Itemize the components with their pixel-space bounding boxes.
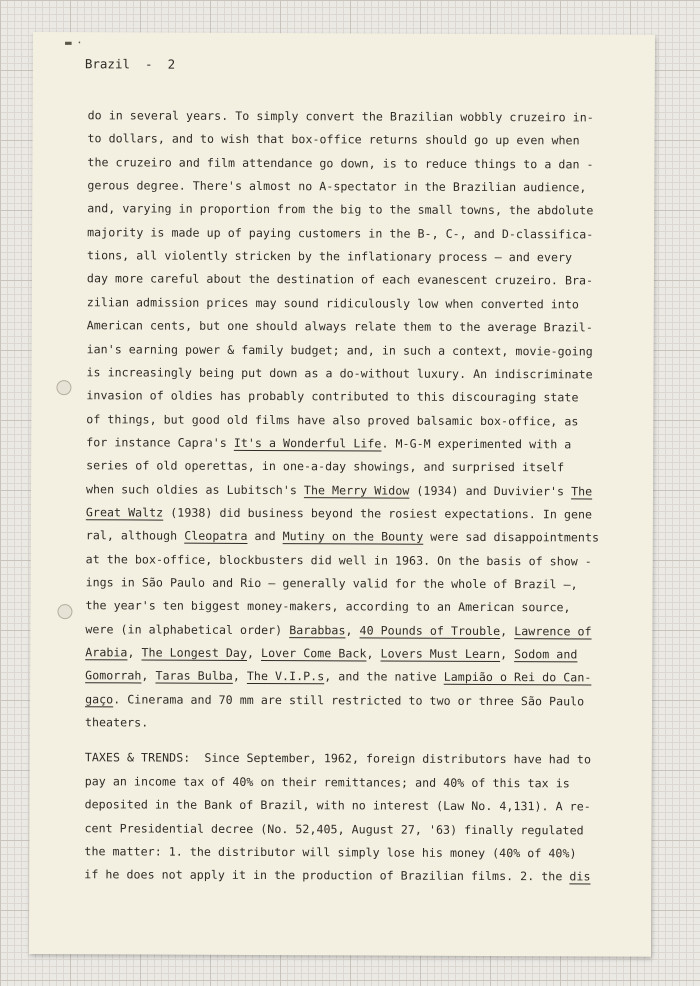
text-run: cent Presidential decree (No. 52,405, August 27, '63) finally regulated [84,820,584,837]
text-line [86,575,578,591]
underlined-title: Taras Bulba [155,668,233,684]
text-line [87,295,579,311]
text-line [85,774,570,790]
text-line [84,844,576,860]
punch-hole [56,380,71,395]
text-run: American cents, but one should always relate them to the average Brazil- [86,318,593,335]
underlined-title: Lampião o Rei do Can- [443,670,592,685]
text-line [85,645,577,661]
underlined-title: The Merry Widow [303,482,410,498]
underlined-title: Lawrence of [514,623,592,639]
text-run: . M-G-M experimented with a [381,436,572,452]
text-run: , [141,668,156,683]
underlined-title: Gomorrah [85,668,142,683]
text-line [86,458,564,474]
text-line [86,529,599,545]
text-run: if he does not apply it in the production of Brazilian films. 2. the [84,867,570,884]
text-run: majority is made up of paying customers in the B-, C-, and D-classifica- [87,224,594,242]
text-run: when such oldies as Lubitsch's [85,481,304,497]
text-line [84,867,590,883]
text-run: invasion of oldies has probably contributed to this discouraging state [86,388,579,405]
text-run: for instance Capra's [86,435,234,450]
underlined-title: Lovers Must Learn [380,646,501,662]
text-line [87,248,572,264]
text-run: pay an income tax of 40% on their remittances; and 40% of this tax is [84,774,570,791]
text-line [85,797,591,813]
text-line [85,599,570,615]
text-run: the matter: 1. the distributor will simply lose his money (40% of 40%) [84,844,577,861]
text-run: day more careful about the destination of each evanescent cruzeiro. Bra- [86,271,594,288]
text-run: theaters. [84,715,149,730]
text-line [86,552,592,568]
text-line [88,108,594,124]
text-run: to dollars, and to wish that box-office returns should go up even when [87,131,580,148]
text-run: were (in alphabetical order) [85,621,290,637]
text-run: do in several years. To simply convert the Brazilian wobbly cruzeiro in- [87,108,594,125]
underlined-title: The Longest Day [141,645,248,660]
text-run: , [500,623,515,638]
text-run: (1934) and Duvivier's [409,483,572,498]
text-run: gerous degree. There's almost no A-spectator in the Brazilian audience, [87,178,587,195]
text-run: of things, but good old films have also proved balsamic box-office, as [86,411,579,428]
underlined-title: Mutiny on the Bounty [282,529,424,545]
text-line [86,388,578,404]
text-line [86,365,592,381]
text-line [85,715,148,729]
text-run: , [345,623,360,638]
text-line [85,622,591,638]
text-run: TAXES & TRENDS: Since September, 1962, foreign distributors have had to [84,750,592,767]
text-run: , [366,646,381,661]
text-run: tions, all violently stricken by the inflationary process — and every [86,248,573,265]
underlined-title: gaço [85,691,114,707]
text-line [85,692,584,708]
text-run: , and the native [324,669,444,685]
text-line [87,155,593,171]
underlined-title: Lover Come Back [261,646,367,661]
text-run: ian's earning power & family budget; and, in such a context, movie-going [86,341,593,358]
text-line [87,225,593,241]
underlined-title: Great Waltz [85,505,164,520]
text-run: the cruzeiro and film attendance go down, is to reduce things to a dan - [87,154,594,172]
text-line [86,412,578,428]
text-run: , [232,669,247,684]
underlined-title: The [571,483,593,499]
text-line [86,505,592,521]
underlined-title: 40 Pounds of Trouble [359,623,501,638]
text-line [85,751,591,767]
underlined-title: It's a Wonderful Life [233,435,382,451]
text-run: , [246,645,262,661]
underlined-title: Arabia [85,645,128,660]
text-line [86,482,592,498]
text-line [86,435,571,451]
text-run: deposited in the Bank of Brazil, with no interest (Law No. 4,131). A re- [84,797,591,814]
underlined-title: The V.I.P.s [246,669,325,684]
text-run: at the box-office, blockbusters did well in 1963. On the basis of show - [85,551,592,569]
underlined-title: Barabbas [289,622,346,638]
underlined-title: Sodom and [514,647,578,662]
underlined-title: Cleopatra [184,528,248,544]
text-line [84,821,583,837]
underlined-title: dis [569,869,591,884]
text-run: . Cinerama and 70 mm are still restricted to two or three São Paulo [113,692,585,709]
text-line [87,318,593,334]
text-run: and [247,529,283,544]
punch-hole [57,604,72,619]
text-run: (1938) did business beyond the rosiest expectations. In gene [163,505,593,522]
text-line [87,202,593,218]
text-line [87,272,593,288]
text-run: ral, although [85,528,185,543]
text-run: series of old operettas, in one-a-day showings, and surprised itself [86,458,565,475]
corner-mark: ▬ · [64,36,82,50]
text-run: is increasingly being put down as a do-without luxury. An indiscriminate [86,365,593,382]
text-run: the year's ten biggest money-makers, according to an American source, [85,598,571,615]
text-run: and, varying in proportion from the big to the small towns, the abdolute [87,201,594,218]
text-run: zilian admission prices may sound ridiculously low when converted into [86,295,579,312]
text-run: ings in São Paulo and Rio — generally valid for the whole of Brazil —, [85,575,578,592]
text-run: , [500,647,515,662]
page-header: Brazil - 2 [84,56,176,72]
paper-sheet [29,32,655,957]
text-line [88,132,580,148]
text-run: , [127,645,142,660]
text-line [85,669,591,685]
text-run: were sad disappointments [423,530,600,545]
text-line [87,342,593,358]
text-line [87,178,586,194]
